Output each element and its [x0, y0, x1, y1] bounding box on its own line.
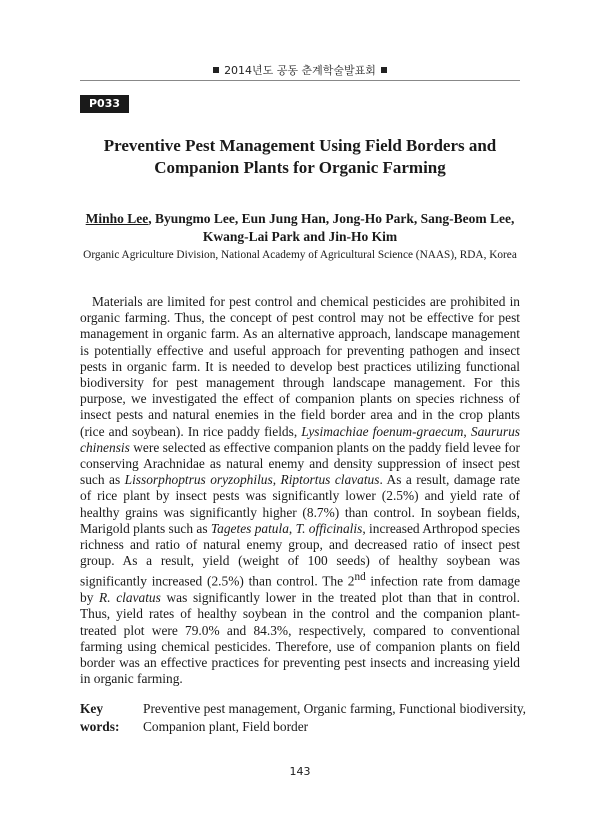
abstract-text: ,: [463, 423, 471, 439]
title-line-1: Preventive Pest Management Using Field Borders and: [103, 136, 497, 155]
abstract-text: were selected as effective companion plants on the paddy field levee for conserving Arachnidae as natural enemy and density suppression of insect pest such as: [80, 439, 520, 488]
title-line-2: Companion Plants for Organic Farming: [154, 158, 446, 177]
species-name: Lysimachiae foenum-graecum: [301, 423, 464, 439]
species-name: Tagetes patula: [210, 520, 289, 536]
header-rule: [80, 80, 520, 81]
species-name: R. clavatus: [99, 590, 161, 606]
conference-header-text: 2014년도 공동 춘계학술발표회: [224, 64, 376, 77]
authors-line-1-rest: , Byungmo Lee, Eun Jung Han, Jong-Ho Park, Sang-Beom Lee,: [148, 211, 515, 226]
square-bullet-icon: [213, 67, 219, 73]
abstract-text: infection rate from damage by: [80, 573, 521, 606]
author-list: [80, 210, 520, 246]
poster-id-badge: P033: [80, 95, 129, 113]
paper-title: [80, 135, 520, 179]
abstract-text: ,: [272, 472, 281, 488]
keywords-section: [80, 700, 530, 736]
abstract-text: Materials are limited for pest control and chemical pesticides are prohibited in organic farming. Thus, the concept of pest control may not be effective for pest management in organic farm. As an alternative approach, landscape management is potentially effective and useful approach for preventing pathogen and insect pests in organic farm. It is needed to develop best practices utilizing functional biodiversity for pest management through landscape management. For this purpose, we investigated the effect of companion plants on species richness of insect pests and natural enemies in the field border area and in the crop plants (rice and soybean). In rice paddy fields,: [80, 294, 520, 439]
affiliation: Organic Agriculture Division, National Academy of Agricultural Science (NAAS), RDA, Korea: [83, 249, 517, 261]
keywords-label: Key words:: [80, 701, 120, 734]
page-number: 143: [289, 765, 311, 778]
abstract-text: . As a result, damage rate of rice plant by insect pests was significantly lower (2.5%) and yield rate of healthy grains was significantly higher (8.7%) than control. In soybean fields, Marigold plants such as: [80, 472, 520, 536]
species-name: Saururus chinensis: [80, 423, 520, 455]
keywords-text: Preventive pest management, Organic farming, Functional biodiversity, Companion plant, Field border: [143, 701, 527, 734]
species-name: Lissorphoptrus oryzophilus: [124, 472, 273, 488]
conference-header: [0, 62, 600, 78]
authors-line-1: [80, 210, 520, 228]
abstract-text: was significantly lower in the treated plot than that in control. Thus, yield rates of healthy soybean in the control and the companion plant-treated plot were 79.0% and 84.3%, respectively, compared to conventional farming using chemical pesticides. Therefore, use of companion plants on field border was an effective practices for preventing pest insects and increasing yield in organic farming.: [80, 590, 521, 687]
authors-line-2: Kwang-Lai Park and Jin-Ho Kim: [202, 229, 398, 244]
ordinal-superscript: nd: [354, 571, 366, 584]
abstract-body: [80, 294, 520, 687]
species-name: T. officinalis: [295, 520, 363, 536]
abstract-text: , increased Arthropod species richness and ratio of natural enemy group, and decreased ratio of insect pest group. As a result, yield (weight of 100 seeds) of healthy soybean was significantly increased (2.5%) than control. The 2: [80, 520, 521, 589]
square-bullet-icon: [381, 67, 387, 73]
species-name: Riptortus clavatus: [280, 472, 380, 488]
presenting-author: Minho Lee: [85, 211, 149, 226]
abstract-text: ,: [288, 520, 296, 536]
